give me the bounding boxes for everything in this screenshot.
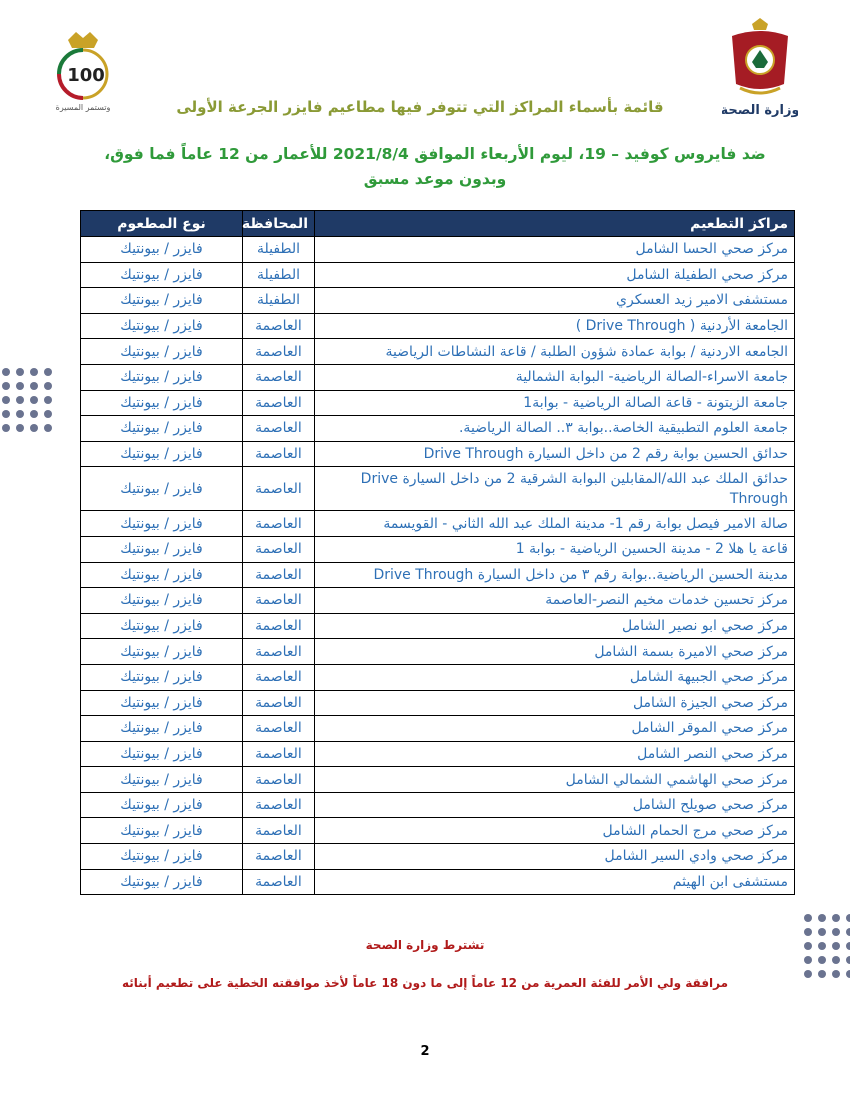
table-row <box>81 441 795 467</box>
svg-text:100: 100 <box>67 65 105 86</box>
table-body <box>81 237 795 895</box>
cell-governorate: العاصمة <box>243 664 315 690</box>
cell-center-name: الجامعة الأردنية ( Drive Through ) <box>315 313 795 339</box>
cell-governorate: العاصمة <box>243 716 315 742</box>
cell-vaccine-type: فايزر / بيونتيك <box>81 339 243 365</box>
table-row <box>81 288 795 314</box>
header-vaccine-type: نوع المطعوم <box>81 211 243 237</box>
svg-text:وتستمر المسيرة: وتستمر المسيرة <box>55 103 111 112</box>
ministry-of-health-logo <box>722 18 798 118</box>
table-row <box>81 562 795 588</box>
decorative-dots-left <box>2 368 52 432</box>
table-row <box>81 792 795 818</box>
cell-center-name: حدائق الحسين بوابة رقم 2 من داخل السيارة Drive Through <box>315 441 795 467</box>
cell-governorate: العاصمة <box>243 869 315 895</box>
cell-vaccine-type: فايزر / بيونتيك <box>81 767 243 793</box>
cell-governorate: العاصمة <box>243 339 315 365</box>
cell-governorate: الطفيلة <box>243 288 315 314</box>
cell-vaccine-type: فايزر / بيونتيك <box>81 818 243 844</box>
cell-vaccine-type: فايزر / بيونتيك <box>81 664 243 690</box>
cell-governorate: العاصمة <box>243 741 315 767</box>
table-row <box>81 639 795 665</box>
cell-vaccine-type: فايزر / بيونتيك <box>81 869 243 895</box>
table-row <box>81 767 795 793</box>
cell-vaccine-type: فايزر / بيونتيك <box>81 441 243 467</box>
cell-center-name: مركز صحي الجبيهة الشامل <box>315 664 795 690</box>
cell-governorate: العاصمة <box>243 767 315 793</box>
page-number: 2 <box>420 1044 430 1059</box>
header-center: مراكز التطعيم <box>315 211 795 237</box>
table-row <box>81 467 795 511</box>
table-row <box>81 416 795 442</box>
cell-governorate: العاصمة <box>243 690 315 716</box>
cell-center-name: مدينة الحسين الرياضية..بوابة رقم ٣ من داخل السيارة Drive Through <box>315 562 795 588</box>
svg-text:وزارة الصحة: وزارة الصحة <box>722 103 798 118</box>
cell-governorate: العاصمة <box>243 536 315 562</box>
cell-vaccine-type: فايزر / بيونتيك <box>81 716 243 742</box>
cell-governorate: العاصمة <box>243 792 315 818</box>
cell-center-name: حدائق الملك عبد الله/المقابلين البوابة الشرقية 2 من داخل السيارة Drive Through <box>315 467 795 511</box>
cell-vaccine-type: فايزر / بيونتيك <box>81 237 243 263</box>
cell-center-name: مستشفى ابن الهيثم <box>315 869 795 895</box>
cell-center-name: مركز صحي الطفيلة الشامل <box>315 262 795 288</box>
cell-vaccine-type: فايزر / بيونتيك <box>81 536 243 562</box>
subtitle-line-2: وبدون موعد مسبق <box>363 170 507 188</box>
vaccination-centers-table <box>80 210 795 895</box>
cell-governorate: العاصمة <box>243 364 315 390</box>
cell-vaccine-type: فايزر / بيونتيك <box>81 588 243 614</box>
cell-center-name: مركز صحي وادي السير الشامل <box>315 844 795 870</box>
requirement-heading: تشترط وزارة الصحة <box>365 938 485 952</box>
cell-center-name: قاعة يا هلا 2 - مدينة الحسين الرياضية - بوابة 1 <box>315 536 795 562</box>
cell-center-name: مركز صحي الموقر الشامل <box>315 716 795 742</box>
cell-center-name: جامعة العلوم التطبيقية الخاصة..بوابة ٣.. الصالة الرياضية. <box>315 416 795 442</box>
table-row <box>81 511 795 537</box>
cell-governorate: العاصمة <box>243 844 315 870</box>
table-row <box>81 237 795 263</box>
subtitle-line-1: ضد فايروس كوفيد – 19، ليوم الأربعاء الموافق 2021/8/4 للأعمار من 12 عاماً فما فوق، <box>104 145 766 163</box>
cell-governorate: العاصمة <box>243 390 315 416</box>
cell-vaccine-type: فايزر / بيونتيك <box>81 262 243 288</box>
cell-governorate: العاصمة <box>243 639 315 665</box>
cell-center-name: الجامعه الاردنية / بوابة عمادة شؤون الطلبة / قاعة النشاطات الرياضية <box>315 339 795 365</box>
header-governorate: المحافظة <box>243 211 315 237</box>
table-row <box>81 664 795 690</box>
cell-governorate: العاصمة <box>243 588 315 614</box>
cell-vaccine-type: فايزر / بيونتيك <box>81 288 243 314</box>
cell-center-name: مركز صحي الجيزة الشامل <box>315 690 795 716</box>
cell-center-name: مركز صحي الهاشمي الشمالي الشامل <box>315 767 795 793</box>
cell-vaccine-type: فايزر / بيونتيك <box>81 690 243 716</box>
cell-vaccine-type: فايزر / بيونتيك <box>81 390 243 416</box>
document-title: قائمة بأسماء المراكز التي تتوفر فيها مطاعيم فايزر الجرعة الأولى <box>176 98 664 116</box>
cell-vaccine-type: فايزر / بيونتيك <box>81 741 243 767</box>
table-row <box>81 613 795 639</box>
cell-governorate: العاصمة <box>243 818 315 844</box>
cell-vaccine-type: فايزر / بيونتيك <box>81 313 243 339</box>
cell-vaccine-type: فايزر / بيونتيك <box>81 416 243 442</box>
table-row <box>81 588 795 614</box>
cell-center-name: مركز صحي الحسا الشامل <box>315 237 795 263</box>
cell-center-name: جامعة الاسراء-الصالة الرياضية- البوابة الشمالية <box>315 364 795 390</box>
cell-center-name: مركز صحي مرج الحمام الشامل <box>315 818 795 844</box>
cell-governorate: العاصمة <box>243 313 315 339</box>
table-row <box>81 313 795 339</box>
table-row <box>81 536 795 562</box>
cell-governorate: العاصمة <box>243 441 315 467</box>
table-row <box>81 262 795 288</box>
cell-governorate: العاصمة <box>243 562 315 588</box>
cell-center-name: مركز صحي النصر الشامل <box>315 741 795 767</box>
cell-center-name: مستشفى الامير زيد العسكري <box>315 288 795 314</box>
cell-center-name: مركز صحي ابو نصير الشامل <box>315 613 795 639</box>
cell-vaccine-type: فايزر / بيونتيك <box>81 511 243 537</box>
table-row <box>81 741 795 767</box>
cell-center-name: صالة الامير فيصل بوابة رقم 1- مدينة الملك عبد الله الثاني - القويسمة <box>315 511 795 537</box>
document-subtitle <box>90 142 780 192</box>
cell-governorate: العاصمة <box>243 511 315 537</box>
cell-governorate: الطفيلة <box>243 262 315 288</box>
centenary-logo <box>48 28 118 112</box>
cell-vaccine-type: فايزر / بيونتيك <box>81 613 243 639</box>
cell-vaccine-type: فايزر / بيونتيك <box>81 639 243 665</box>
table-row <box>81 818 795 844</box>
table-row <box>81 869 795 895</box>
cell-vaccine-type: فايزر / بيونتيك <box>81 364 243 390</box>
requirement-text: مرافقة ولي الأمر للفئة العمرية من 12 عاماً إلى ما دون 18 عاماً لأخذ موافقته الخطية على تطعيم أبنائه <box>121 976 729 990</box>
table-row <box>81 844 795 870</box>
cell-vaccine-type: فايزر / بيونتيك <box>81 562 243 588</box>
cell-center-name: مركز صحي صويلح الشامل <box>315 792 795 818</box>
decorative-dots-right <box>804 914 850 978</box>
table-row <box>81 690 795 716</box>
table-row <box>81 390 795 416</box>
table-row <box>81 339 795 365</box>
cell-vaccine-type: فايزر / بيونتيك <box>81 792 243 818</box>
cell-governorate: العاصمة <box>243 613 315 639</box>
table-header-row <box>81 211 795 237</box>
cell-vaccine-type: فايزر / بيونتيك <box>81 844 243 870</box>
cell-governorate: العاصمة <box>243 416 315 442</box>
cell-center-name: مركز صحي الاميرة بسمة الشامل <box>315 639 795 665</box>
table-row <box>81 716 795 742</box>
cell-governorate: الطفيلة <box>243 237 315 263</box>
table-row <box>81 364 795 390</box>
cell-vaccine-type: فايزر / بيونتيك <box>81 467 243 511</box>
cell-governorate: العاصمة <box>243 467 315 511</box>
cell-center-name: جامعة الزيتونة - قاعة الصالة الرياضية - بوابة1 <box>315 390 795 416</box>
cell-center-name: مركز تحسين خدمات مخيم النصر-العاصمة <box>315 588 795 614</box>
